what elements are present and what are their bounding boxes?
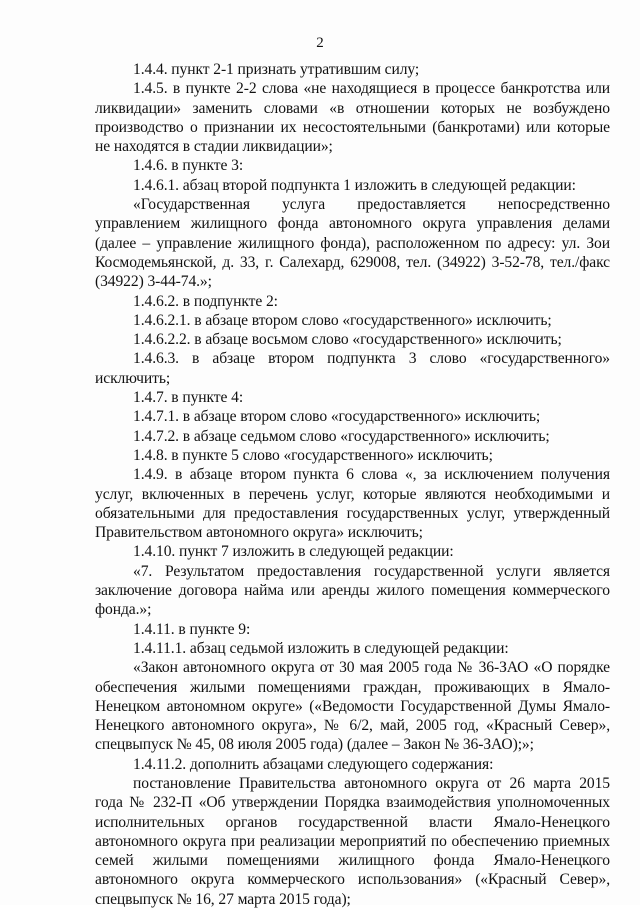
paragraph-1-4-11-1: 1.4.11.1. абзац седьмой изложить в следующей редакции: — [133, 639, 509, 657]
paragraph-1-4-7-1: 1.4.7.1. в абзаце втором слово «государственного» исключить; — [133, 408, 541, 426]
paragraph-1-4-5: 1.4.5. в пункте 2-2 слова «не находящиеся в процессе банкротства или ликвидации» заменить словами «в отношении которых не возбуждено производство о признании их несостоятельными (банкротами) или которые не находятся в стадии ликвидации»; — [95, 80, 610, 156]
paragraph-quote-result: «7. Результатом предоставления государственной услуги является заключение договора найма или аренды жилого помещения коммерческого фонда.»; — [95, 562, 610, 619]
page-number: 2 — [316, 35, 324, 51]
paragraph-1-4-6-3: 1.4.6.3. в абзаце втором подпункта 3 слово «государственного» исключить; — [95, 350, 610, 387]
paragraph-1-4-8: 1.4.8. в пункте 5 слово «государственного» исключить; — [133, 446, 493, 464]
paragraph-1-4-11: 1.4.11. в пункте 9: — [133, 620, 251, 638]
paragraph-1-4-7: 1.4.7. в пункте 4: — [133, 389, 244, 407]
paragraph-1-4-6-2-2: 1.4.6.2.2. в абзаце восьмом слово «государственного» исключить; — [133, 331, 562, 349]
paragraph-1-4-7-2: 1.4.7.2. в абзаце седьмом слово «государственного» исключить; — [133, 427, 550, 445]
paragraph-1-4-9: 1.4.9. в абзаце втором пункта 6 слова «, за исключением получения услуг, включенных в перечень услуг, которые являются необходимыми и обязательными для предоставления государственных услуг, утвержденный Правительством автономного округа» исключить; — [95, 466, 610, 542]
paragraph-1-4-6-2: 1.4.6.2. в подпункте 2: — [133, 292, 278, 310]
paragraph-1-4-4: 1.4.4. пункт 2-1 признать утратившим силу; — [133, 61, 420, 78]
paragraph-1-4-6: 1.4.6. в пункте 3: — [133, 157, 244, 175]
paragraph-1-4-11-2: 1.4.11.2. дополнить абзацами следующего содержания: — [133, 755, 494, 773]
paragraph-quote-law: «Закон автономного округа от 30 мая 2005 года № 36-ЗАО «О порядке обеспечения жилыми помещениями граждан, проживающих в Ямало-Ненецком автономном округе» («Ведомости Государственной Думы Ямало-Ненецкого автономного округа», № 6/2, май, 2005 год, «Красный Север», спецвыпуск № 45, 08 июля 2005 года) (далее – Закон № 36-ЗАО);»; — [95, 659, 610, 754]
paragraph-quote-service: «Государственная услуга предоставляется непосредственно управлением жилищного фонда автономного округа управления делами (далее – управление жилищного фонда), расположенном по адресу: ул. Зои Космодемьянской, д. 33, г. Салехард, 629008, тел. (34922) 3-52-78, тел./факс (34922) 3-44-74.»; — [95, 196, 610, 291]
paragraph-1-4-6-1: 1.4.6.1. абзац второй подпункта 1 изложить в следующей редакции: — [133, 176, 576, 194]
paragraph-resolution: постановление Правительства автономного округа от 26 марта 2015 года № 232-П «Об утверждении Порядка взаимодействия уполномоченных исполнительных органов государственной власти Ямало-Ненецкого автономного округа при реализации мероприятий по обеспечению приемных семей жилыми помещениями жилищного фонда Ямало-Ненецкого автономного округа коммерческого использования» («Красный Север», спецвыпуск № 16, 27 марта 2015 года); — [95, 774, 610, 908]
document-body — [95, 60, 610, 909]
paragraph-1-4-10: 1.4.10. пункт 7 изложить в следующей редакции: — [133, 543, 454, 561]
paragraph-1-4-6-2-1: 1.4.6.2.1. в абзаце втором слово «государственного» исключить; — [133, 311, 552, 329]
